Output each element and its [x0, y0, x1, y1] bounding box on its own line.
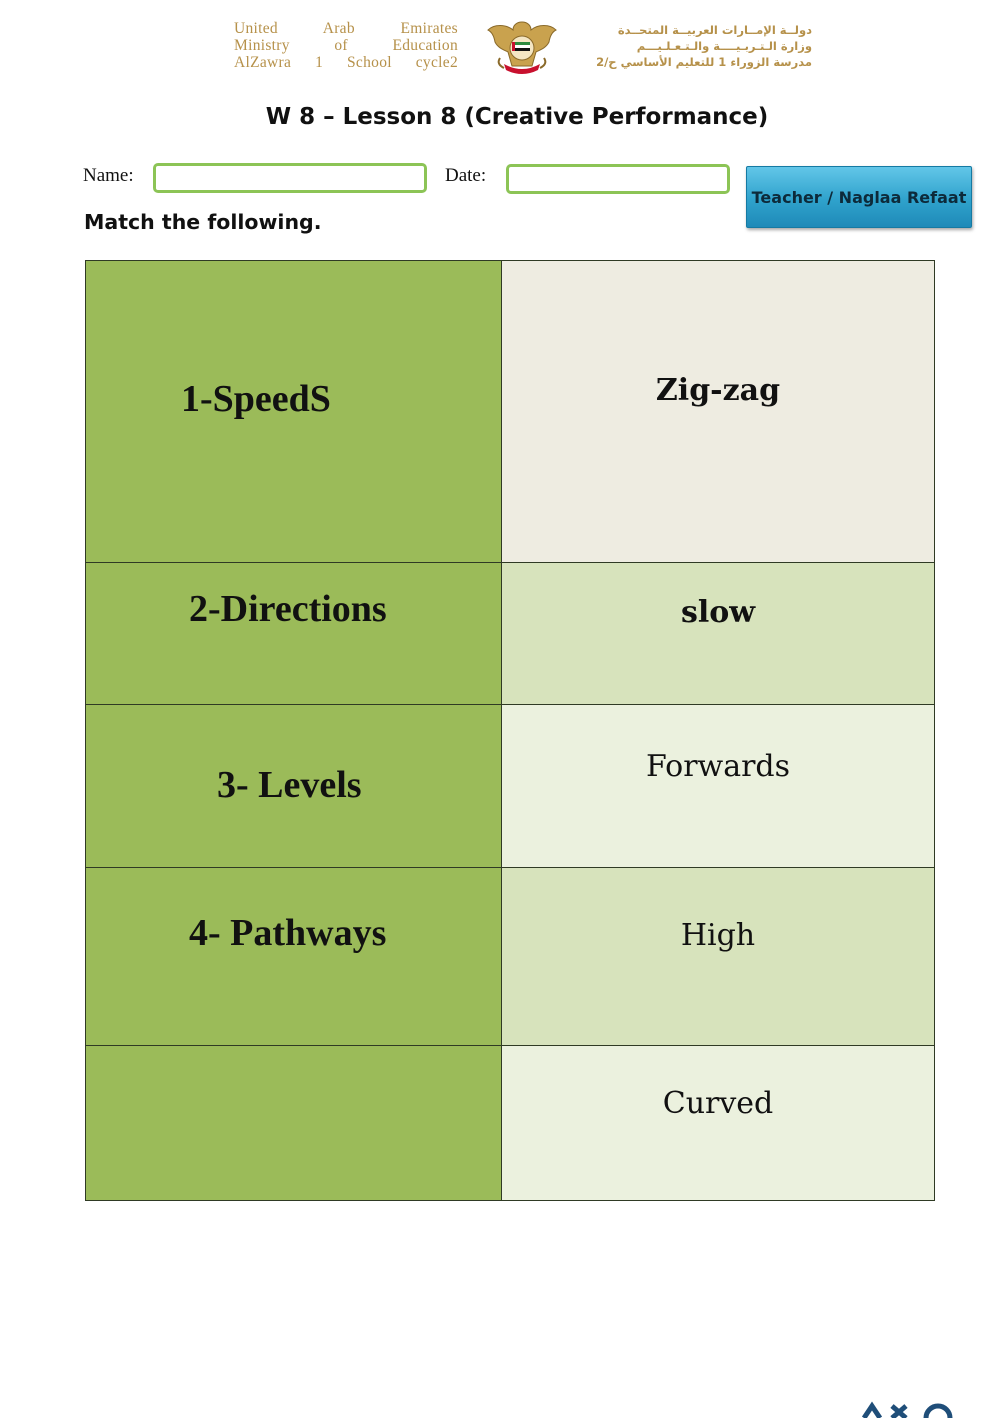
right-item-slow: slow [680, 595, 756, 630]
ministry-header-english [234, 20, 458, 71]
left-cell[interactable] [86, 1046, 502, 1201]
uae-emblem-icon [486, 18, 558, 76]
left-cell[interactable] [86, 705, 502, 868]
right-cell[interactable] [502, 705, 935, 868]
header-ar-line-2: وزارة الـتـربـيــــة والـتـعـلـيـــم [636, 39, 812, 53]
left-item-speeds: 1-SpeedS [181, 378, 331, 420]
table-row [86, 868, 935, 1046]
right-cell[interactable] [502, 868, 935, 1046]
header-line-ministry: Ministry of Education [234, 37, 458, 54]
right-item-forwards: Forwards [645, 749, 791, 784]
name-field[interactable] [153, 163, 427, 193]
left-cell[interactable] [86, 261, 502, 563]
date-field[interactable] [506, 164, 730, 194]
left-item-directions: 2-Directions [189, 588, 387, 630]
left-item-levels: 3- Levels [217, 764, 362, 806]
right-cell[interactable] [502, 563, 935, 705]
header-line-school: AlZawra 1 School cycle2 [234, 54, 458, 71]
left-cell[interactable] [86, 868, 502, 1046]
right-item-zigzag: Zig-zag [655, 373, 781, 408]
site-logo-icon [862, 1398, 962, 1418]
right-item-high: High [680, 918, 756, 953]
teacher-button[interactable]: Teacher / Naglaa Refaat [746, 166, 972, 228]
matching-table [85, 260, 935, 1201]
right-item-curved: Curved [662, 1086, 774, 1121]
table-row [86, 563, 935, 705]
header-ar-line-3: مدرسة الزوراء 1 للتعليم الأساسي ح/2 [596, 55, 812, 69]
table-row [86, 1046, 935, 1201]
instruction-text: Match the following. [84, 210, 322, 234]
right-cell[interactable] [502, 1046, 935, 1201]
header-ar-line-1: دولــة الإمــارات العربيــة المتحــدة [617, 23, 812, 37]
table-row [86, 261, 935, 563]
header-line-country: United Arab Emirates [234, 20, 458, 37]
right-cell[interactable] [502, 261, 935, 563]
date-label: Date: [445, 165, 487, 186]
left-cell[interactable] [86, 563, 502, 705]
left-item-pathways: 4- Pathways [189, 912, 387, 954]
table-row [86, 705, 935, 868]
worksheet-title: W 8 – Lesson 8 (Creative Performance) [265, 104, 769, 130]
ministry-header-arabic [584, 22, 812, 70]
name-label: Name: [83, 165, 134, 186]
